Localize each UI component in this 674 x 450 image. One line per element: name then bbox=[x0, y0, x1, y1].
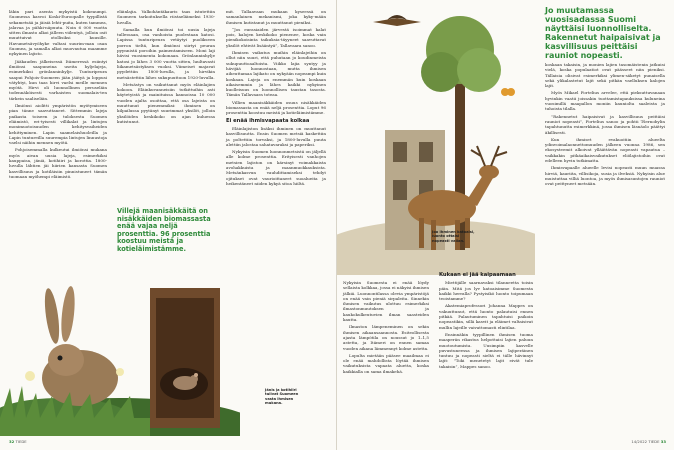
right-pull-quote: Jo muutamassa vuosisadassa Suomi näyttäisi luonnolliselta. Rakennetut haipaisivat ja kasvillisuus peittäisi rauniot nopeasti. bbox=[545, 6, 661, 60]
right-column-3 bbox=[545, 62, 665, 189]
body-paragraph: Ihmisvapaalle alueelle levisi nopeasti muun muassa hirviä, kauriita, villisikoja, susia ja ilveksiä. Nykyisin alue muistuttaa villiä luontoa, ja myös ihmisasuntojen rauniot ovat peittyneet metsään. bbox=[545, 165, 665, 187]
body-paragraph: Metsästys on vaikuttanut myös eläinlajien kokoon. Eläinkuvanneisiin tutkittuihin asti käytetyistä ja mainituissa kannoissa 10 000 vuoden ajalta osoittaa, että osa lajeista on muuttunut pienemmiksi: ihminen on kilpailussa pyytänyt suurimmat yksilöt, jolloin yksilöiden keskikoko on ajan kuluessa kutistunut. bbox=[117, 81, 215, 124]
body-paragraph: Ilmiönsi aiolitti ympäristön myötymiseen pian tänne saavuttaneet. Sittemmin lajeja paikasta toiseen ja tuloksesta Suomen eläimistö, eri-tyisesti villikalat ja lintujen monimuotoisuuden kehitysvaiheiden kehittyminen. Lapin saamelaishuoleilla ja Lapin tuntureilla suurempia lintujen linnustoja vaelsi näihin mennen myötä. bbox=[9, 103, 107, 146]
body-paragraph: Ensinnäkin tyypillinen ihmisen tuoma maaperän rikastus helpottaisi lajien paluun muotoutumista. Uusimpiin kasvelle puvustuneessa ja ihmisen lajiperäinen tuntuu ja nopeasti sieltä ei tälle hävinnyt lajit: ”Toki menetetyt lajit eivät tule takaisin”, Mappes sanoo. bbox=[439, 331, 533, 369]
right-column-1 bbox=[343, 280, 429, 376]
hare-photo bbox=[0, 268, 240, 436]
body-paragraph: Pohjoisemmalla kulkeutui ilmiönsi mukana myös aivan uusia lajeja, esimerkiksi kauppaisa, jäniä, kotihiiri ja korottia. 1800-luvulla lähtien jäi hiirien kansasta Suomen kasvillisuus ja kotiläisiin pinnistuneet tämän tuomaan myöhempi eläimistö. bbox=[9, 147, 107, 179]
body-paragraph: Ilmaston lämpeneminen on sekin ihmisen aikaansaannosta. Esiteollisesta ajasta lämpötila on noussut jo 1–1,5 astetta, ja Itämeri on ennen samaa vuoden aikana lämmennyt kolme astetta. bbox=[343, 324, 429, 351]
body-paragraph: Miettijälle saarnavaksi tilanneetta toisin päin. Mitä jos lyv katoaisimme Suomesta kaikki herralla? Pystyisikö luonto toipumaan teoistamme? bbox=[439, 280, 533, 302]
body-paragraph: mit. Tallaavaan mukaan kyseessä on samanlainen mekanismi, joka kyky-mään ihmisen kutistanut ja muuttanut pieniksi. bbox=[226, 9, 326, 25]
right-footer bbox=[631, 439, 666, 444]
body-paragraph: ”Rakennetut haipaisivat ja kasvillisuus peittäisi rauniot nopeasti”, Fortelius sanoo ja pohtii Tšernobylin tapahtunutta esimerkkinä, jossa ihmisen läsnäolo päättyi äkillisesti. bbox=[545, 113, 665, 135]
body-paragraph: Nykyisin Suomesta ei enää löydy sellaista kolkkaa, jossa ei näkyisi ihmisen jälkiä. Luonnontilassa olevia ympäristöjä on enää vain pieniä sirpaleita. Sinnekin ihmisen vaikutus ulottuu esimerkiksi ilmastonmuutoksen ja kaukokulkeutuvien ilman saasteiden kautta. bbox=[343, 280, 429, 323]
body-paragraph: läkin pari asenta mykyistä kokeaumpi. Suomessa kasvoi Koski-Euroopalle tyypillistä sekametsää ja jäisiä lehti-puita, kuten tammea, jalavaa ja pähki-näpuuta. Noin 6 000 vuotta sitten ilmasto alkoi jälleen viilentyä, jolloin osit muuttuivat otollisiksi kuusille. Havumetsävyöhyke valtasi suurim-man osan Suomea, ja samalla alkoi muovautua maamme nykyinen lajisto. bbox=[9, 9, 107, 57]
right-magazine-name: TIEDE bbox=[648, 439, 660, 444]
body-paragraph: Nykyisin Suomen luonnonmetsistä on jäljellä alle kolme prosenttia. Erityisesti vanhojen metsien lajiston on kärsinyt voimakkaista avohakkuista ja maanmuokkauksista. Metsänkasvun vauhdittamiseksi tehdyt ojitukset ovat vaurioittaneet suoalueita ja heikentäneet niiden kykyä sitoa hiiltä. bbox=[226, 149, 326, 186]
body-paragraph: “Jos eurasiaiden järvestä isoimmat kalat pois, kalojen keskikoko pienenee, koska vain pienikokoisinta taikuksia-täyyneet saavuttavat yksilöt ehtivät lisääntyä”, Tallavaara sanoo. bbox=[226, 26, 326, 48]
right-column-2 bbox=[439, 270, 533, 371]
left-column-1 bbox=[9, 9, 107, 181]
body-paragraph: Akatemiaprofessori Johanna Mappes on vakuuttunut, että luonto palautuisi ennen pitkää. Palautuminen tapahtuisi paikoin nopeastikin, sillä kasvit ja eläimet valtaisivat mullin lajeille vaivattomasti elintilaa. bbox=[439, 303, 533, 330]
body-paragraph: Villien maanisäkkäiden osuus nisäkkäiden biomassasta on enää neljä prosenttia. Loput 96 prosenttia koostuu meistä ja kotieläimistämme. bbox=[226, 99, 326, 116]
body-paragraph: Samalla kun ilmiönsi toi uusia lajeja tullessaan, osa vanhoista puolestaan katosi. Lapissa tunturipeura vetäytyi puolikseen porron tieltä, kun ilmiönsi siirtyi peuran pyynnistä poroihin paimentamiseen. Moni laji hävisi vuosimenta kokonaan. Grönlanninhylje katosi jo lähes 3 000 vuotta sitten, luultavasti liikametsästyksen vuoksi. Viimeiset majavat pyydettiin 1800-luvulla, ja hirvikin metsästettiin lähes sukupuuttoon 1920-luvulla. bbox=[117, 26, 215, 80]
left-footer bbox=[9, 439, 27, 444]
left-magazine-name: TIEDE bbox=[15, 439, 27, 444]
left-page-number: 32 bbox=[9, 439, 15, 444]
body-paragraph: Kun ihmiset evakuoitiin alueelta ydinvoimalaonnettomuuden jälkeen vuonna 1986, sen ekosysteemit alkoivat ylläättävän nopeasti vapautua – vaikkakin pitkäaikaisvaikutukset eliölajistoihin ovat edelleen hyvin tutkimatta. bbox=[545, 136, 665, 164]
right-issue: 14/2022 bbox=[631, 439, 648, 444]
left-column-3 bbox=[226, 9, 326, 188]
body-paragraph: eläinlajia. Valkohäntäkauris taas istutettiin Suomeen tarkoituksella riistaeläimeksi 1930-luvulla. bbox=[117, 9, 215, 25]
right-page bbox=[337, 0, 674, 450]
right-page-number: 33 bbox=[660, 439, 666, 444]
left-pull-quote: Villejä maanisäkkäitä on nisäkkäiden biomassasta enää vajaa neljä prosenttia. 96 prosenttia koostuu meistä ja kotieläimistämme. bbox=[117, 207, 211, 253]
left-subhead: Ei enää ihmisvapaata kolkaa bbox=[226, 117, 310, 124]
body-paragraph: Myös Mikael Fortelius arvelee, että pieksuttuvanaan hyvinkin vaatii joissakin tuottamistapauksissa kuluneina vuosimillä maapallon moniin kauniolta saaleista ja tuhoista tilalla. bbox=[545, 90, 665, 112]
deer-caption: Joo ihminen katoaisi, luonto ottaisi nopeasti vallan. bbox=[432, 230, 475, 243]
hare-caption: Jänis ja kotihiiri tulivat Suomeen vasta ihmisen mukana. bbox=[265, 388, 299, 405]
right-subhead: Kukaan ei jää kaipaamaan bbox=[439, 272, 516, 278]
body-paragraph: koskaan takaisin, ja monien lajien tasomäistenin jatkuisi vielä, koska populaatiot ovat päässeet niin pieniksi. Tällaisia olisivat esimerkiksi ylimen-säketyt punaisella sekä ylikalastetut lajit sekä pitkän vaelluksen kalojen lajit. bbox=[545, 62, 665, 89]
body-paragraph: Lopulta mietään pääsee maailmaa ei ole enää mahdollista löytää ihmisen vaikutuksista vapaata aluetta, koska kaikkialla on sama ilmakehä. bbox=[343, 352, 429, 374]
body-paragraph: Ihmisen vaikutus muihin eläinlajeihin on ollut niin suuri, että puhutaan jo koudinmeista sukupuuttoaaltoista. Viikko lajia syntyy ja hävijää luonnostaan, mutta ihmisen aiheuttamaa lajikato on nykyään nopeampi kuin koskaan. Lajeja on enemmän kuin koskaan aikaisemmin ja lähes kaikki nykyinen kuolleisuus on luonnollisen taustan tasosta. Tämän Tallavaara toteaa. bbox=[226, 50, 326, 98]
left-column-2 bbox=[117, 9, 215, 126]
body-paragraph: Jääkauden jälkeisessä Itämeressä esiintyi ilmiönsi saapuneina useita hyljelajeja, esimerkiksi grönlanninhylje. Tunturipeura saapui Pohjois-Suomeen jään jäätyä ja loppusi vätyhtyi, kun taas hirvi vaelsi meille mennen myötä. Hirvi oli luonnollinen peruseläin todennäköisesti varhaisten suomalais-ten tärkein saaliseläin. bbox=[9, 58, 107, 101]
body-paragraph: Eläinlajiston lisäksi ihminen on muuttanut kasvillisuutta. Ensin Suomen metsiä kaskettiin ja poltettiin torvaksi, ja 1800-luvulla puuta alettiin jalostaa sahatavaraksi ja paperiksi. bbox=[226, 125, 326, 147]
